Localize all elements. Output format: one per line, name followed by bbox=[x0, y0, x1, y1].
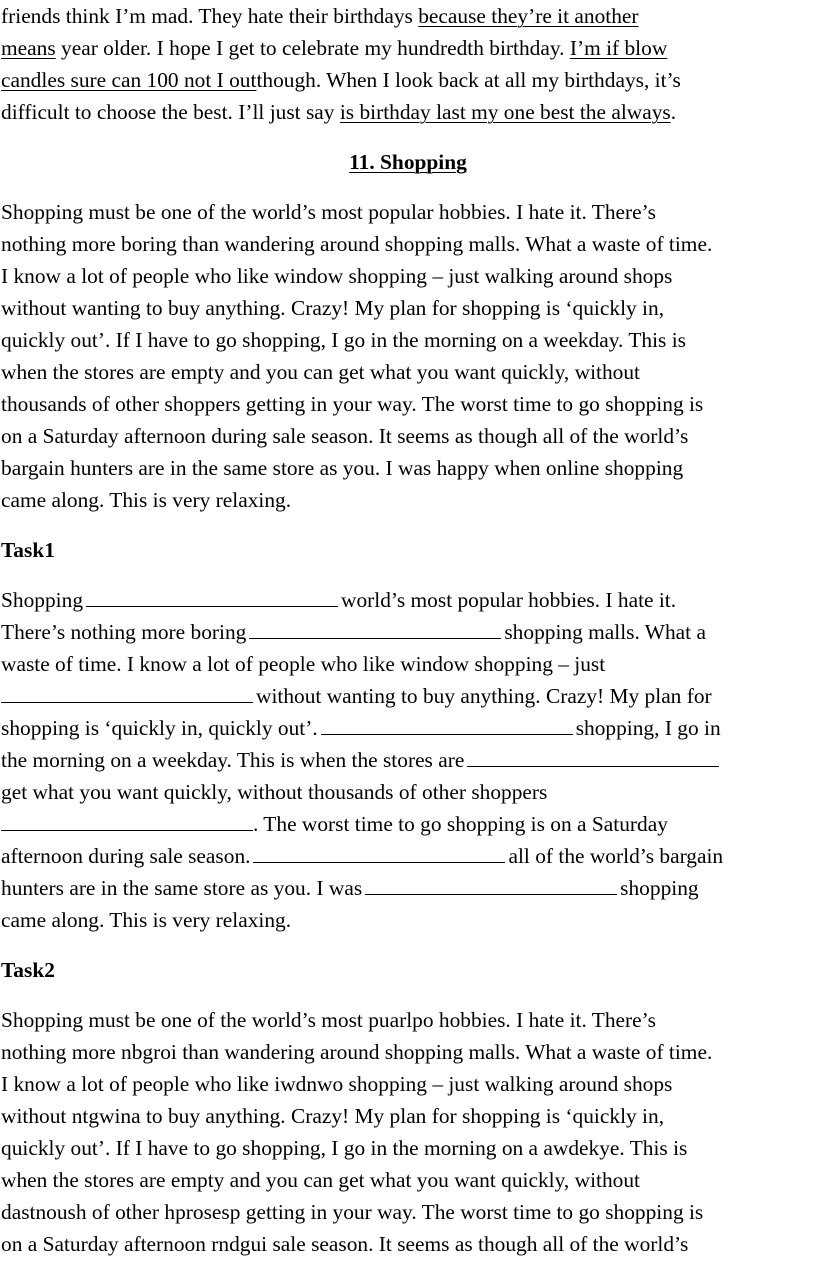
task2-line: nothing more nbgroi than wandering around shopping malls. What a waste of time. bbox=[1, 1040, 713, 1064]
task1-text: shopping bbox=[620, 876, 699, 900]
passage-line: nothing more boring than wandering around shopping malls. What a waste of time. bbox=[1, 232, 713, 256]
task1-line bbox=[1, 584, 676, 616]
task1-text: shopping is ‘quickly in, quickly out’. bbox=[1, 716, 318, 740]
task1-line: waste of time. I know a lot of people who like window shopping – just bbox=[1, 652, 606, 676]
intro-line-2 bbox=[1, 32, 667, 64]
passage-line: I know a lot of people who like window shopping – just walking around shops bbox=[1, 264, 673, 288]
passage-line: bargain hunters are in the same store as you. I was happy when online shopping bbox=[1, 456, 684, 480]
task1-line bbox=[1, 808, 668, 840]
intro-line-4 bbox=[1, 96, 676, 128]
blank-input[interactable] bbox=[1, 680, 253, 703]
passage-line: when the stores are empty and you can get what you want quickly, without bbox=[1, 360, 640, 384]
task1-line: came along. This is very relaxing. bbox=[1, 908, 292, 932]
task1-line bbox=[1, 616, 706, 648]
task1-line: get what you want quickly, without thousands of other shoppers bbox=[1, 780, 548, 804]
blank-input[interactable] bbox=[365, 872, 617, 895]
scrambled-phrase: I’m if blow bbox=[569, 36, 668, 60]
passage-line: came along. This is very relaxing. bbox=[1, 488, 292, 512]
intro-line-1 bbox=[1, 0, 639, 32]
scrambled-phrase: candles sure can 100 not I out bbox=[1, 68, 257, 92]
section-title bbox=[0, 146, 816, 178]
scrambled-phrase: means bbox=[1, 36, 56, 60]
task1-line bbox=[1, 680, 712, 712]
blank-input[interactable] bbox=[467, 744, 719, 767]
intro-text: friends think I’m mad. They hate their birthdays bbox=[1, 4, 419, 28]
task2-line: quickly out’. If I have to go shopping, I go in the morning on a awdekye. This is bbox=[1, 1136, 688, 1160]
task1-text: afternoon during sale season. bbox=[1, 844, 251, 868]
task1-text: . The worst time to go shopping is on a Saturday bbox=[253, 812, 668, 836]
intro-text: . bbox=[670, 100, 677, 124]
task1-text: world’s most popular hobbies. I hate it. bbox=[341, 588, 677, 612]
task1-text: Shopping bbox=[1, 588, 84, 612]
intro-text: though. When I look back at all my birthdays, it’s bbox=[256, 68, 681, 92]
blank-input[interactable] bbox=[249, 616, 501, 639]
task1-line bbox=[1, 872, 699, 904]
task1-line bbox=[1, 712, 721, 744]
scrambled-phrase: is birthday last my one best the always bbox=[339, 100, 671, 124]
task1-text: hunters are in the same store as you. I was bbox=[1, 876, 363, 900]
task1-text: without wanting to buy anything. Crazy! My plan for bbox=[256, 684, 712, 708]
task2-line: when the stores are empty and you can get what you want quickly, without bbox=[1, 1168, 640, 1192]
passage-line: without wanting to buy anything. Crazy! My plan for shopping is ‘quickly in, bbox=[1, 296, 665, 320]
task2-line: Shopping must be one of the world’s most puarlpo hobbies. I hate it. There’s bbox=[1, 1008, 656, 1032]
task1-line bbox=[1, 840, 723, 872]
section-title-text: 11. Shopping bbox=[349, 150, 467, 174]
intro-line-3 bbox=[1, 64, 681, 96]
task1-text: shopping malls. What a bbox=[504, 620, 706, 644]
blank-input[interactable] bbox=[86, 584, 338, 607]
blank-input[interactable] bbox=[321, 712, 573, 735]
passage-line: thousands of other shoppers getting in your way. The worst time to go shopping is bbox=[1, 392, 704, 416]
passage-line: Shopping must be one of the world’s most popular hobbies. I hate it. There’s bbox=[1, 200, 656, 224]
intro-text: difficult to choose the best. I’ll just say bbox=[1, 100, 340, 124]
passage-line: on a Saturday afternoon during sale season. It seems as though all of the world’s bbox=[1, 424, 689, 448]
task2-heading: Task2 bbox=[1, 958, 55, 982]
task2-line: I know a lot of people who like iwdnwo shopping – just walking around shops bbox=[1, 1072, 673, 1096]
blank-input[interactable] bbox=[253, 840, 505, 863]
task1-text: shopping, I go in bbox=[575, 716, 721, 740]
task2-line: on a Saturday afternoon rndgui sale season. It seems as though all of the world’s bbox=[1, 1232, 689, 1256]
scrambled-phrase: because they’re it another bbox=[418, 4, 639, 28]
task1-text: all of the world’s bargain bbox=[508, 844, 724, 868]
task1-text: the morning on a weekday. This is when the stores are bbox=[1, 748, 465, 772]
task1-text: There’s nothing more boring bbox=[1, 620, 247, 644]
task2-line: dastnoush of other hprosesp getting in your way. The worst time to go shopping is bbox=[1, 1200, 704, 1224]
intro-text: year older. I hope I get to celebrate my hundredth birthday. bbox=[55, 36, 570, 60]
task2-line: without ntgwina to buy anything. Crazy! My plan for shopping is ‘quickly in, bbox=[1, 1104, 665, 1128]
task1-line bbox=[1, 744, 722, 776]
passage-line: quickly out’. If I have to go shopping, I go in the morning on a weekday. This is bbox=[1, 328, 686, 352]
blank-input[interactable] bbox=[1, 808, 253, 831]
task1-heading: Task1 bbox=[1, 538, 55, 562]
